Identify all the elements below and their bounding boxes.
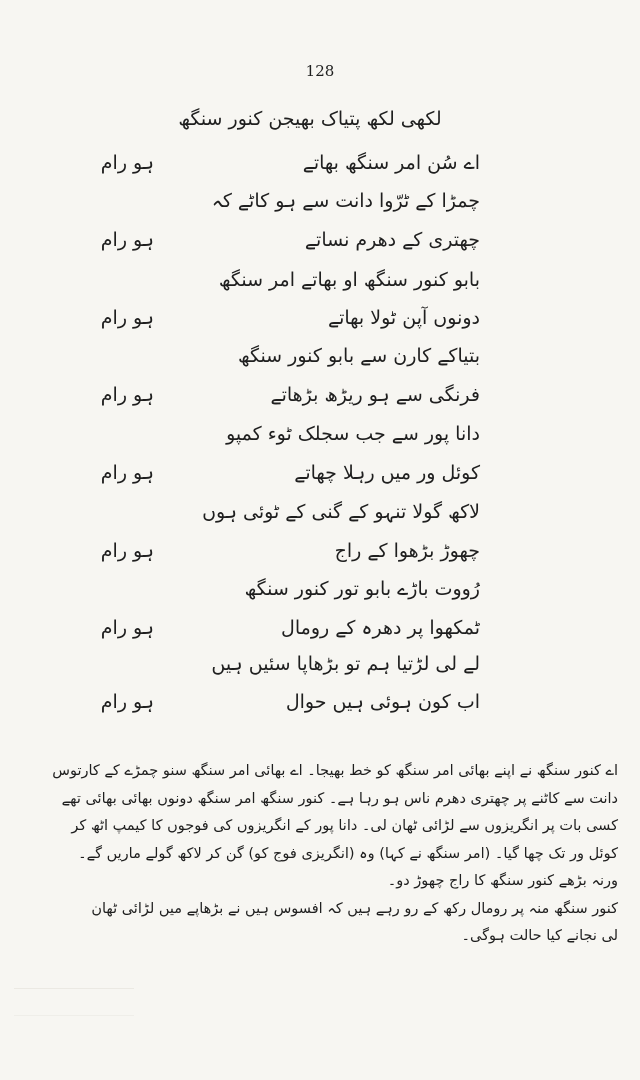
verse-refrain: ہو رام (100, 462, 154, 484)
verse-row (0, 571, 640, 607)
verse-row (0, 533, 640, 569)
poem-title: لکھی لکھ پتیاک بھیجن کنور سنگھ (178, 108, 442, 130)
verse-refrain: ہو رام (100, 384, 154, 406)
verse-line: بتیاکے کارن سے بابو کنور سنگھ (237, 345, 480, 367)
verse-refrain: ہو رام (100, 152, 154, 174)
verse-row (0, 610, 640, 646)
verse-row (0, 377, 640, 413)
verse-line: کوئل ور میں رہلا چھاتے (294, 462, 480, 484)
verse-line: چمڑا کے ٹرّوا دانت سے ہو کاٹے کہ (211, 190, 480, 212)
verse-line: دانا پور سے جب سجلک ٹوء کمپو (226, 423, 480, 445)
verse-refrain: ہو رام (100, 307, 154, 329)
verse-row (0, 416, 640, 452)
verse-line: اب کون ہوئی ہیں حوال (285, 691, 480, 713)
verse-row (0, 183, 640, 219)
verse-line: لے لی لڑتیا ہم تو بڑھاپا سئیں ہیں (211, 653, 480, 675)
verse-row (0, 455, 640, 491)
prose-line: لی نجانے کیا حالت ہوگی۔ (461, 928, 618, 945)
verse-row (0, 145, 640, 181)
prose-line: کسی بات پر انگریزوں سے لڑائی ٹھان لی۔ دانا پور کے انگریزوں کی فوجوں کا کیمپ اٹھ کر (71, 818, 618, 835)
verse-line: بابو کنور سنگھ او بھاتے امر سنگھ (218, 269, 480, 291)
verse-row (0, 300, 640, 336)
verse-line: چھتری کے دھرم نساتے (304, 229, 480, 251)
verse-refrain: ہو رام (100, 229, 154, 251)
verse-row (0, 684, 640, 720)
verse-line: چھوڑ بڑھوا کے راج (334, 540, 480, 562)
verse-line: لاکھ گولا تنہو کے گنی کے ٹوئی ہوں (202, 501, 480, 523)
verse-row (0, 262, 640, 298)
verse-line: دونوں آپن ٹولا بھاتے (327, 307, 480, 329)
prose-line: کوئل ور تک چھا گیا۔ (امر سنگھ نے کہا) وہ (انگریزی فوج کو) گن کر لاکھ گولے ماریں گے۔ (78, 845, 618, 862)
verse-row (0, 338, 640, 374)
verse-refrain: ہو رام (100, 540, 154, 562)
verse-line: اے سُن امر سنگھ بھاتے (302, 152, 480, 174)
verse-line: ٹمکھوا پر دھرہ کے رومال (281, 617, 480, 639)
prose-line: دانت سے کاٹنے پر چھتری دھرم ناس ہو رہا ہے۔ کنور سنگھ امر سنگھ دونوں بھائی بھائی تھے (61, 790, 618, 807)
page-number: 128 (305, 62, 335, 80)
faint-stamp-mark (14, 988, 134, 1016)
verse-refrain: ہو رام (100, 691, 154, 713)
prose-translation (22, 758, 618, 951)
prose-line: ورنہ بڑھے کنور سنگھ کا راج چھوڑ دو۔ (387, 873, 618, 890)
verse-refrain: ہو رام (100, 617, 154, 639)
verse-row (0, 494, 640, 530)
verse-line: فرنگی سے ہو ریڑھ بڑھاتے (270, 384, 480, 406)
verse-line: رُووت باڑے بابو تور کنور سنگھ (244, 578, 480, 600)
prose-line: اے کنور سنگھ نے اپنے بھائی امر سنگھ کو خط بھیجا۔ اے بھائی امر سنگھ سنو چمڑے کے کارتوس (52, 763, 618, 779)
verse-row (0, 222, 640, 258)
prose-line: کنور سنگھ منہ پر رومال رکھ کے رو رہے ہیں کہ افسوس ہیں نے بڑھاپے میں لڑائی ٹھان (91, 900, 618, 917)
verse-row (0, 646, 640, 682)
